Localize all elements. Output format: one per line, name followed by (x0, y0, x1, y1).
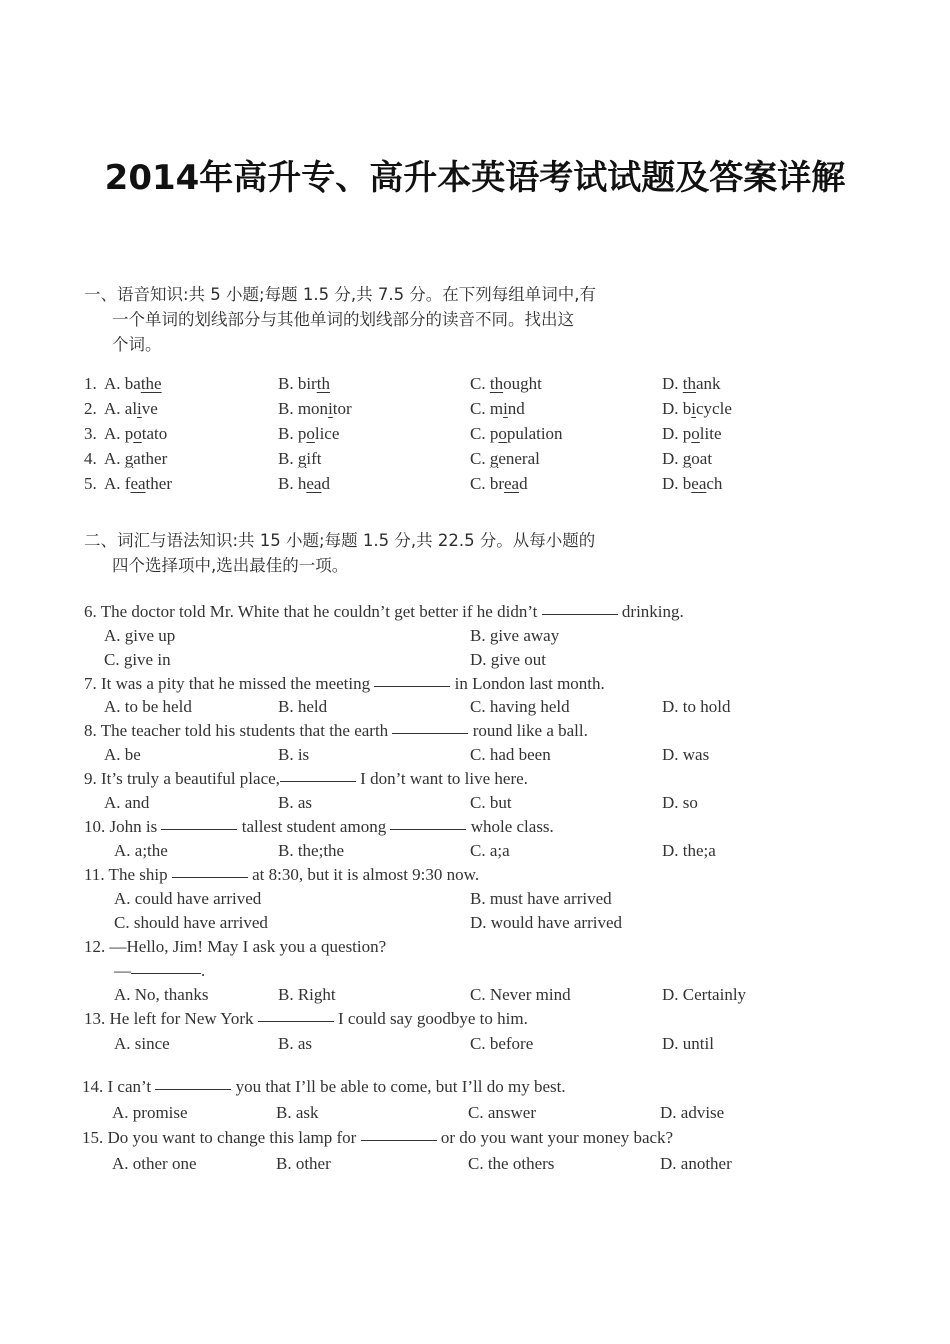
question-12-stem: 12. —Hello, Jim! May I ask you a question? (84, 937, 387, 956)
phonetics-q3-option-d: D. polite (662, 424, 722, 443)
phonetics-q2-option-b: B. monitor (278, 399, 352, 418)
section1-heading-line1: 一、语音知识:共 5 小题;每题 1.5 分,共 7.5 分。在下列每组单词中,有 (84, 285, 597, 304)
question-12-option-b: B. Right (278, 985, 336, 1004)
question-7-option-d: D. to hold (662, 697, 731, 716)
question-7-option-b: B. held (278, 697, 328, 716)
question-10-option-d: D. the;a (662, 841, 716, 860)
question-15-option-a: A. other one (112, 1154, 197, 1173)
question-11-stem: 11. The ship at 8:30, but it is almost 9:30 now. (84, 865, 480, 884)
question-6-option-b: B. give away (470, 626, 560, 645)
question-13-option-a: A. since (114, 1034, 170, 1053)
phonetics-q2-option-d: D. bicycle (662, 399, 732, 418)
question-6-option-a: A. give up (104, 626, 176, 645)
question-14-option-b: B. ask (276, 1103, 319, 1122)
question-11-option-a: A. could have arrived (114, 889, 262, 908)
section2-heading-line2: 四个选择项中,选出最佳的一项。 (112, 556, 349, 575)
phonetics-q5-option-d: D. beach (662, 474, 723, 493)
section2-heading (84, 528, 704, 578)
phonetics-q5-option-b: B. head (278, 474, 330, 493)
question-6-stem: 6. The doctor told Mr. White that he couldn’t get better if he didn’t drinking. (84, 602, 684, 621)
phonetics-q1-option-d: D. thank (662, 374, 721, 393)
phonetics-q3-number: 3. (84, 424, 97, 443)
phonetics-q1-option-b: B. birth (278, 374, 330, 393)
phonetics-q5-number: 5. (84, 474, 97, 493)
question-7-option-a: A. to be held (104, 697, 192, 716)
question-13-option-c: C. before (470, 1034, 534, 1053)
question-13-option-b: B. as (278, 1034, 312, 1053)
question-12-option-c: C. Never mind (470, 985, 571, 1004)
question-14-option-c: C. answer (468, 1103, 536, 1122)
question-12-option-a: A. No, thanks (114, 985, 209, 1004)
question-15-option-b: B. other (276, 1154, 331, 1173)
exam-scan (58, 262, 796, 1192)
question-12-option-d: D. Certainly (662, 985, 747, 1004)
phonetics-q5-option-c: C. bread (470, 474, 528, 493)
question-8-option-c: C. had been (470, 745, 551, 764)
phonetics-q4-number: 4. (84, 449, 97, 468)
phonetics-q3-option-a: A. potato (104, 424, 168, 443)
question-11-option-c: C. should have arrived (114, 913, 268, 932)
phonetics-q4-option-b: B. gift (278, 449, 322, 468)
question-10-option-a: A. a;the (114, 841, 168, 860)
question-10-stem: 10. John is tallest student among whole class. (84, 817, 554, 836)
question-9-stem: 9. It’s truly a beautiful place, I don’t want to live here. (84, 769, 528, 788)
question-15-stem: 15. Do you want to change this lamp for or do you want your money back? (82, 1128, 674, 1147)
phonetics-q2-option-a: A. alive (104, 399, 158, 418)
question-9-option-d: D. so (662, 793, 698, 812)
phonetics-q4-option-d: D. goat (662, 449, 713, 468)
question-13-stem: 13. He left for New York I could say goodbye to him. (84, 1009, 528, 1028)
question-12-reply: — . (114, 961, 206, 980)
question-10-option-c: C. a;a (470, 841, 510, 860)
question-6-option-c: C. give in (104, 650, 171, 669)
question-9-option-c: C. but (470, 793, 512, 812)
question-10-option-b: B. the;the (278, 841, 345, 860)
question-8-option-a: A. be (104, 745, 141, 764)
question-14-stem: 14. I can’t you that I’ll be able to come, but I’ll do my best. (82, 1077, 566, 1096)
phonetics-q1-option-c: C. thought (470, 374, 542, 393)
question-8-option-d: D. was (662, 745, 710, 764)
question-9-option-a: A. and (104, 793, 150, 812)
question-13-option-d: D. until (662, 1034, 714, 1053)
phonetics-q3-option-b: B. police (278, 424, 340, 443)
question-9-option-b: B. as (278, 793, 312, 812)
question-15-option-c: C. the others (468, 1154, 555, 1173)
section2-heading-line1: 二、词汇与语法知识:共 15 小题;每题 1.5 分,共 22.5 分。从每小题的 (84, 531, 596, 550)
phonetics-q1-number: 1. (84, 374, 97, 393)
section1-heading-line3: 个词。 (112, 335, 162, 354)
section1-heading-line2: 一个单词的划线部分与其他单词的划线部分的读音不同。找出这 (112, 310, 574, 329)
phonetics-q4-option-c: C. general (470, 449, 540, 468)
question-14-option-d: D. advise (660, 1103, 725, 1122)
question-6-option-d: D. give out (470, 650, 547, 669)
question-15-option-d: D. another (660, 1154, 732, 1173)
phonetics-q2-number: 2. (84, 399, 97, 418)
question-8-option-b: B. is (278, 745, 310, 764)
phonetics-q1-option-a: A. bathe (104, 374, 162, 393)
phonetics-q5-option-a: A. feather (104, 474, 172, 493)
question-11-option-d: D. would have arrived (470, 913, 623, 932)
question-7-option-c: C. having held (470, 697, 570, 716)
question-8-stem: 8. The teacher told his students that the earth round like a ball. (84, 721, 588, 740)
question-14-option-a: A. promise (112, 1103, 188, 1122)
phonetics-q3-option-c: C. population (470, 424, 563, 443)
question-7-stem: 7. It was a pity that he missed the meeting in London last month. (84, 674, 605, 693)
page-title: 2014年高升专、高升本英语考试试题及答案详解 (104, 158, 846, 198)
phonetics-q4-option-a: A. gather (104, 449, 168, 468)
question-11-option-b: B. must have arrived (470, 889, 612, 908)
section1-heading (84, 282, 704, 357)
phonetics-q2-option-c: C. mind (470, 399, 525, 418)
